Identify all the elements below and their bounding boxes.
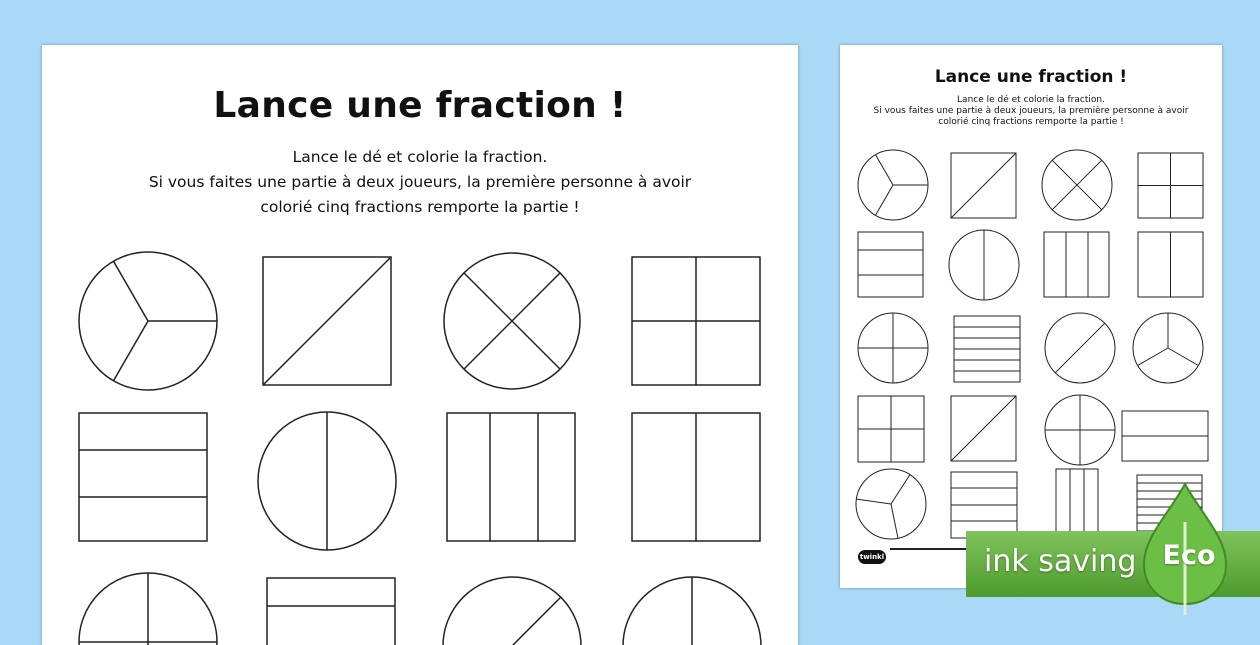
rectangle-thirds-horizontal-shape (79, 413, 207, 541)
instruction-line: colorié cinq fractions remporte la partie ! (260, 198, 580, 216)
rectangle-halves-horizontal-shape (1122, 411, 1208, 461)
circle-halves-shape (949, 230, 1019, 300)
instruction-line: Lance le dé et colorie la fraction. (957, 95, 1105, 105)
instruction-line: Lance le dé et colorie la fraction. (292, 148, 548, 166)
square-quarters-shape (632, 257, 760, 385)
worksheet-title: Lance une fraction ! (213, 85, 627, 126)
square-halves-diagonal-shape (951, 153, 1016, 218)
instruction-line: colorié cinq fractions remporte la partie ! (938, 117, 1124, 127)
circle-thirds-shape-2 (1133, 313, 1203, 383)
circle-thirds-shape (858, 150, 928, 220)
circle-quarters-shape (858, 313, 928, 383)
eco-label: Eco (1162, 540, 1216, 571)
worksheet-preview-large (42, 45, 798, 645)
square-halves-vertical-shape (632, 413, 760, 541)
square-halves-diagonal-shape-2 (951, 396, 1016, 461)
rectangle-thirds-vertical-shape (1044, 232, 1109, 297)
circle-halves-shape (258, 412, 396, 550)
square-quarters-shape (1138, 153, 1203, 218)
circle-thirds-shape-2 (623, 577, 761, 645)
square-quarters-shape-2 (858, 396, 924, 462)
square-halves-diagonal-shape (263, 257, 391, 385)
circle-quarters-shape-2 (1045, 395, 1115, 465)
circle-thirds-shape-3 (856, 469, 926, 539)
worksheet-title-small: Lance une fraction ! (934, 67, 1128, 87)
fraction-shapes-grid (42, 45, 798, 645)
rectangle-sixths-horizontal-shape (954, 316, 1020, 382)
brand-logo: twinkl (858, 550, 886, 564)
rectangle-thirds-vertical-shape (447, 413, 575, 541)
rectangle-thirds-horizontal-shape (858, 232, 923, 297)
circle-halves-diagonal-shape (1045, 313, 1115, 383)
rectangle-quarters-horizontal-shape (951, 472, 1017, 538)
circle-quarters-shape (79, 573, 217, 645)
instruction-line: Si vous faites une partie à deux joueurs, la première personne à avoir (873, 106, 1189, 116)
circle-thirds-shape (79, 252, 217, 390)
instruction-line: Si vous faites une partie à deux joueurs, la première personne à avoir (148, 173, 692, 191)
circle-quarters-cross-shape (1042, 150, 1112, 220)
rectangle-quarters-horizontal-shape (267, 578, 395, 645)
ink-saving-label: ink saving (984, 544, 1137, 579)
square-halves-vertical-shape (1138, 232, 1203, 297)
circle-quarters-cross-shape (444, 253, 580, 389)
circle-halves-diagonal-shape (443, 577, 581, 645)
